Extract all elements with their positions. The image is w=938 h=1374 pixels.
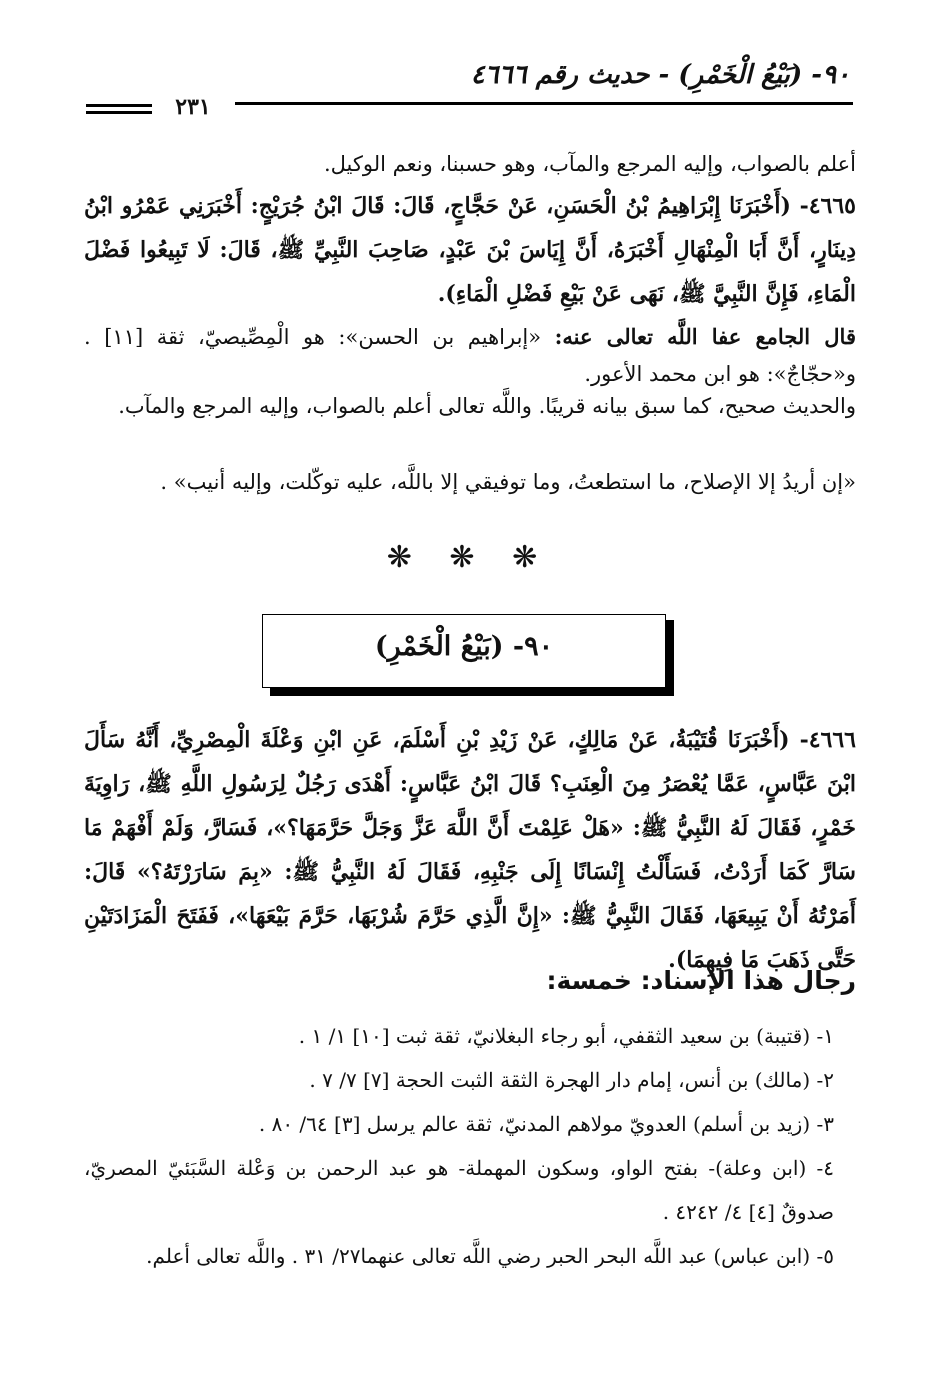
page-number: ٢٣١ (175, 94, 211, 120)
narrator-item: ٥- (ابن عباس) عبد اللَّه البحر الحبر رضي اللَّه تعالى عنهما٢٧/ ٣١ . واللَّه تعالى أعلم. (146, 1244, 834, 1268)
narrator-item: ١- (قتيبة) بن سعيد الثقفي، أبو رجاء البغلانيّ، ثقة ثبت [١٠] ١/ ١ . (298, 1024, 834, 1048)
narrator-item: ٤- (ابن وعلة)- بفتح الواو، وسكون المهملة- هو عبد الرحمن بن وَعْلة السَّبَئيّ المصريّ، صدوقٌ [٤] ٤/ ٤٢٤٢ . (84, 1156, 835, 1224)
commentary-para-3: «إن أريدُ إلا الإصلاح، ما استطعتُ، وما توفيقي إلا باللَّه، عليه توكّلت، وإليه أنيب» . (160, 470, 856, 494)
commentary-4665 (84, 318, 856, 393)
narrator-item: ٣- (زيد بن أسلم) العدويّ مولاهم المدنيّ، ثقة عالم يرسل [٣] ٦٤/ ٨٠ . (258, 1112, 834, 1136)
chapter-title: ٩٠- (بَيْعُ الْخَمْرِ) (374, 631, 554, 662)
header-rule-double-top (86, 104, 152, 107)
running-header-title: ٩٠- (بَيْعُ الْخَمْرِ) - حديث رقم ٤٦٦٦ (470, 60, 850, 90)
hadith-4665: ٤٦٦٥- (أَخْبَرَنَا إِبْرَاهِيمُ بْنُ الْحَسَنِ، عَنْ حَجَّاجٍ، قَالَ: قَالَ ابْنُ جُرَيْجٍ: أَخْبَرَنِي عَمْرُو ابْنُ دِينَارٍ، أَنَّ أَبَا الْمِنْهَالِ أَخْبَرَهُ، أَنَّ إِيَاسَ بْنَ عَبْدٍ، صَاحِبَ النَّبِيِّ ﷺ، قَالَ: لَا تَبِيعُوا فَضْلَ الْمَاءِ، فَإِنَّ النَّبِيَّ ﷺ، نَهَى عَنْ بَيْعِ فَضْلِ الْمَاءِ). (84, 193, 856, 307)
header-rule-double-bottom (86, 111, 152, 114)
commentary-para-2: والحديث صحيح، كما سبق بيانه قريبًا. واللَّه تعالى أعلم بالصواب، وإليه المرجع والمآب. (118, 394, 856, 418)
commentary-lead: قال الجامع عفا اللَّه تعالى عنه: (554, 324, 856, 349)
commentary-text: «إبراهيم بن الحسن»: هو الْمِصِّيصيّ، ثقة [١١] . و«حجّاجٌ»: هو ابن محمد الأعور. (84, 325, 856, 386)
narrator-item: ٢- (مالك) بن أنس، إمام دار الهجرة الثقة الثبت الحجة [٧] ٧/ ٧ . (309, 1068, 834, 1092)
closing-line: أعلم بالصواب، وإليه المرجع والمآب، وهو حسبنا، ونعم الوكيل. (323, 152, 856, 176)
hadith-4666: ٤٦٦٦- (أَخْبَرَنَا قُتَيْبَةُ، عَنْ مَالِكٍ، عَنْ زَيْدِ بْنِ أَسْلَمَ، عَنِ ابْنِ وَعْلَةَ الْمِصْرِيِّ، أَنَّهُ سَأَلَ ابْنَ عَبَّاسٍ، عَمَّا يُعْصَرُ مِنَ الْعِنَبِ؟ قَالَ ابْنُ عَبَّاسٍ: أَهْدَى رَجُلٌ لِرَسُولِ اللَّهِ ﷺ، رَاوِيَةَ خَمْرٍ، فَقَالَ لَهُ النَّبِيُّ ﷺ: «هَلْ عَلِمْتَ أَنَّ اللَّهَ عَزَّ وَجَلَّ حَرَّمَهَا؟»، فَسَارَّ، وَلَمْ أَفْهَمْ مَا سَارَّ كَمَا أَرَدْتُ، فَسَأَلْتُ إِنْسَانًا إِلَى جَنْبِهِ، فَقَالَ لَهُ النَّبِيُّ ﷺ: «بِمَ سَارَرْتَهُ؟» قَالَ: أَمَرْتُهُ أَنْ يَبِيعَهَا، فَقَالَ النَّبِيُّ ﷺ: «إِنَّ الَّذِي حَرَّمَ شُرْبَهَا، حَرَّمَ بَيْعَهَا»، فَفَتَحَ الْمَزَادَتَيْنِ حَتَّى ذَهَبَ مَا فِيهِمَا). (84, 727, 856, 973)
section-separator: ❋ ❋ ❋ (386, 540, 552, 575)
header-rule (235, 102, 853, 105)
chapter-title-box (262, 614, 666, 688)
narrators-list (84, 1014, 856, 1278)
narrators-heading: رجال هذا الإسناد: خمسة: (546, 966, 856, 995)
